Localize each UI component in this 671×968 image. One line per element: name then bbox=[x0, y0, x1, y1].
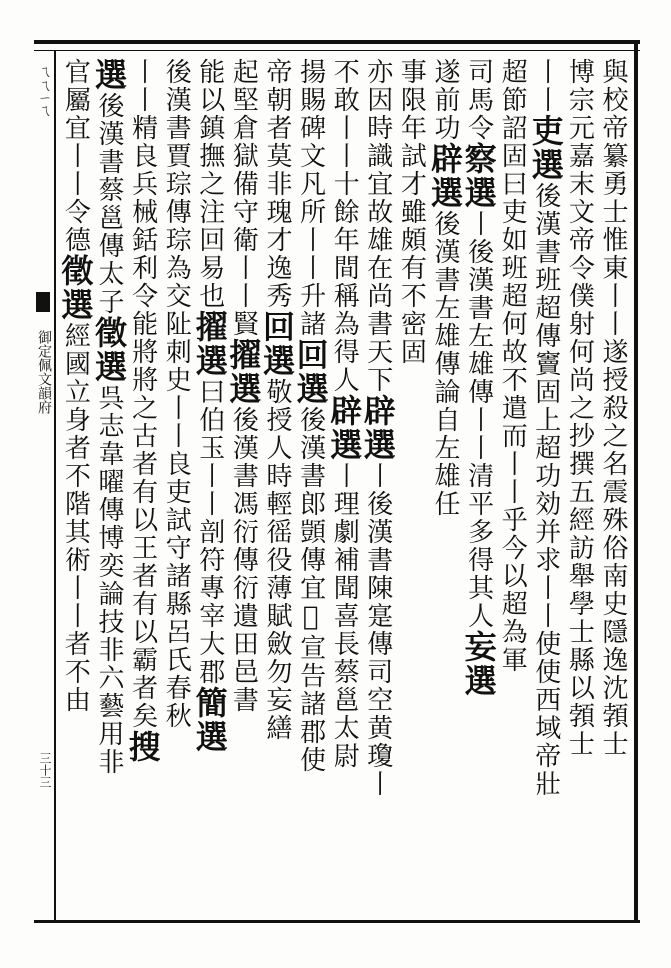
heading-term: 妄選 bbox=[459, 630, 498, 698]
body-text: 丨後漢書陳寔傳司空黄瓊丨 bbox=[362, 462, 393, 798]
body-text: 丨理劇補聞喜長蔡邕太尉 bbox=[329, 462, 360, 770]
body-text: 後漢書賈琮傳琮為交阯刺史丨丨良吏試守諸縣呂氏春秋 bbox=[161, 58, 192, 730]
text-column bbox=[56, 58, 95, 920]
right-border bbox=[634, 40, 638, 923]
body-text: 後漢書馮衍傳衍遺田邑書 bbox=[228, 406, 259, 714]
text-column bbox=[495, 58, 529, 920]
heading-term: 選 bbox=[90, 58, 128, 92]
heading-term: 簡選 bbox=[190, 686, 229, 754]
heading-term: 徵選 bbox=[56, 254, 95, 322]
body-text: 與校帝纂勇士惟東丨丨遂授殺之名震殊俗南史隱逸沈𩓐士 bbox=[598, 58, 628, 758]
body-text: 超節詔固曰吏如班超何故不遣而丨丨乎今以超為軍 bbox=[497, 58, 528, 674]
body-text: 遂前功 bbox=[430, 58, 460, 142]
fish-tail-block bbox=[36, 292, 50, 312]
body-text: 能以鎮撫之注回易也 bbox=[194, 58, 225, 310]
heading-term: 吏選 bbox=[526, 114, 565, 182]
body-text: 後漢書班超傳竇固上超功効并求丨丨使使西域帝壯 bbox=[530, 182, 561, 798]
heading-term: 擢選 bbox=[224, 338, 263, 406]
text-column bbox=[190, 58, 229, 920]
body-text: 後漢書蔡邕傳太子 bbox=[94, 92, 124, 316]
text-column bbox=[459, 58, 498, 920]
heading-term: 辟選 bbox=[358, 394, 397, 462]
body-text: 曰伯玉丨丨剖符專宰大郡 bbox=[194, 378, 225, 686]
body-text: 不敢丨丨十餘年間稱為得人 bbox=[329, 58, 360, 394]
body-text: 呉志韋曜傳博奕論技非六藝用非 bbox=[94, 384, 124, 776]
body-text: 丨丨精良兵械銛利令能將將之古者有以王者有以霸者矣 bbox=[127, 58, 158, 730]
top-border bbox=[34, 40, 640, 44]
body-text: 丨後漢書左雄傳丨丨清平多得其人 bbox=[463, 210, 494, 630]
text-column bbox=[596, 58, 630, 920]
heading-term: 擢選 bbox=[190, 310, 229, 378]
body-text: 後漢書左雄傳論自左雄任 bbox=[430, 210, 460, 518]
page-number: 三十三 bbox=[38, 752, 52, 788]
text-column bbox=[92, 58, 126, 920]
body-text: 司馬令 bbox=[463, 58, 494, 142]
text-column bbox=[358, 58, 397, 920]
body-text: 事限年試才雖頗有不密固 bbox=[396, 58, 427, 366]
body-text: 丨丨 bbox=[530, 58, 561, 114]
body-text: 博宗元嘉末文帝令僕射何尚之抄撰五經訪舉學士縣以𩓐士 bbox=[564, 58, 595, 758]
heading-term: 搜 bbox=[123, 730, 162, 764]
text-column bbox=[325, 58, 364, 920]
text-column bbox=[394, 58, 428, 920]
heading-term: 辟選 bbox=[325, 394, 364, 462]
body-text: 起堅倉獄備守衛丨丨賢 bbox=[228, 58, 259, 338]
text-column bbox=[526, 58, 565, 920]
text-column bbox=[159, 58, 193, 920]
text-column bbox=[123, 58, 162, 920]
body-text: 帝朝者莫非瑰才逸秀 bbox=[262, 58, 292, 310]
margin-title: 御定佩文韻府 bbox=[36, 330, 52, 414]
text-column bbox=[291, 58, 330, 920]
text-column bbox=[562, 58, 596, 920]
text-column bbox=[428, 58, 462, 920]
left-border bbox=[54, 50, 56, 920]
heading-term: 察選 bbox=[459, 142, 498, 210]
text-column bbox=[260, 58, 294, 920]
body-text: 官屬宜丨丨令德 bbox=[60, 58, 91, 254]
text-column bbox=[224, 58, 263, 920]
body-text: 揚賜碑文凡所丨丨升諸 bbox=[295, 58, 326, 338]
heading-term: 徵選 bbox=[90, 316, 128, 384]
heading-term: 回選 bbox=[258, 310, 296, 378]
top-border-inner bbox=[34, 50, 640, 51]
bottom-border bbox=[34, 920, 640, 923]
heading-term: 回選 bbox=[291, 338, 330, 406]
body-text: 後漢書郎顗傳宜𠼪宣告諸郡使 bbox=[295, 406, 326, 774]
margin-marks: ㄟㄟㄧㄟ bbox=[36, 64, 52, 118]
body-text: 敬授人時輕徭役薄賦斂勿妄繕 bbox=[262, 378, 292, 742]
heading-term: 辟選 bbox=[426, 142, 464, 210]
body-text: 經國立身者不階其術丨丨者不由 bbox=[60, 322, 91, 714]
body-text: 亦因時識宜故雄在尚書天下 bbox=[362, 58, 393, 394]
